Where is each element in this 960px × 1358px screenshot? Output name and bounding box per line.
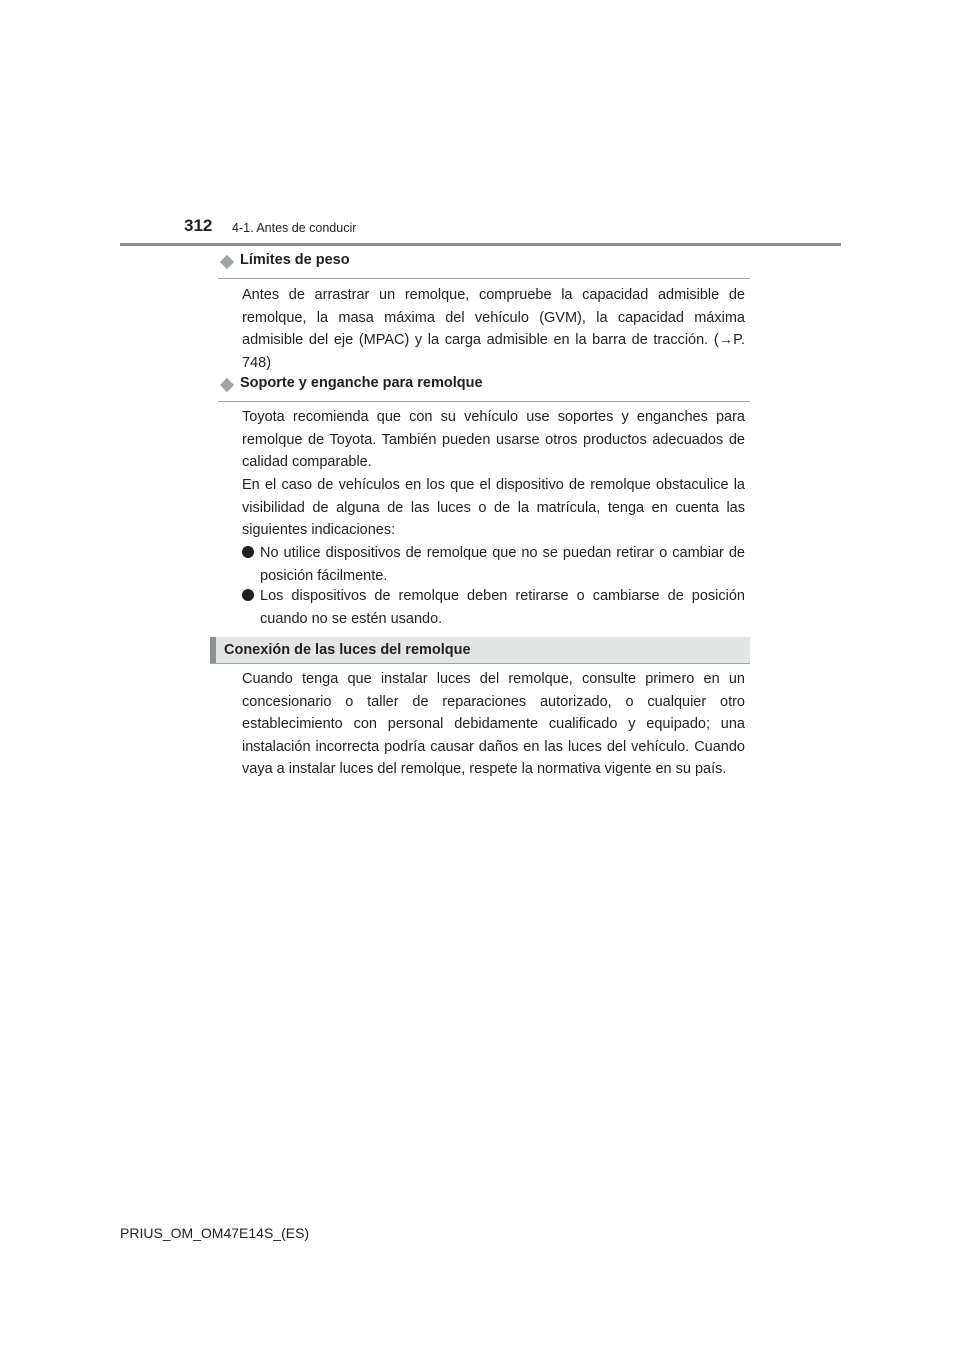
list-item-text: No utilice dispositivos de remolque que no se puedan retirar o cambiar de posición fácilmente.: [260, 545, 745, 584]
section-bar: [210, 637, 216, 663]
diamond-bullet-icon: [220, 255, 234, 269]
hitch-heading: [218, 377, 750, 402]
lights-section-header: [210, 637, 750, 664]
weight-limits-body: Antes de arrastrar un remolque, compruebe la capacidad admisible de remolque, la masa máxima del vehículo (GVM), la capacidad máxima admisible del eje (MPAC) y la carga admisible en la barra de tracción.: [242, 287, 745, 348]
footer-document-code: PRIUS_OM_OM47E14S_(ES): [120, 1225, 310, 1241]
bullet-dot-icon: [242, 546, 254, 558]
hitch-heading-text: Soporte y enganche para remolque: [240, 375, 483, 391]
list-item: [242, 542, 745, 587]
page-reference-link[interactable]: (→P. 748): [242, 332, 746, 371]
weight-limits-paragraph: [242, 284, 745, 374]
hitch-paragraph-1: Toyota recomienda que con su vehículo use soportes y enganches para remolque de Toyota. También pueden usarse otros productos adecuados de calidad comparable.: [242, 409, 745, 470]
lights-heading-text: Conexión de las luces del remolque: [224, 642, 471, 658]
hitch-paragraph-2: En el caso de vehículos en los que el dispositivo de remolque obstaculice la visibilidad de alguna de las luces o de la matrícula, tenga en cuenta las siguientes indicaciones:: [242, 477, 745, 538]
weight-limits-heading-text: Límites de peso: [240, 252, 350, 268]
list-item: [242, 585, 745, 630]
header-rule: [120, 243, 841, 246]
weight-limits-heading: [218, 254, 750, 279]
lights-paragraph: Cuando tenga que instalar luces del remolque, consulte primero en un concesionario o taller de reparaciones autorizado, o cualquier otro establecimiento con personal debidamente cualificado y equipado; una instalación incorrecta podría causar daños en las luces del vehículo. Cuando vaya a instalar luces del remolque, respete la normativa vigente en su país.: [242, 671, 745, 777]
page-number: 312: [184, 216, 213, 235]
diamond-bullet-icon: [220, 378, 234, 392]
header-section-title: 4-1. Antes de conducir: [232, 221, 357, 235]
bullet-dot-icon: [242, 589, 254, 601]
list-item-text: Los dispositivos de remolque deben retirarse o cambiarse de posición cuando no se estén usando.: [260, 588, 745, 627]
